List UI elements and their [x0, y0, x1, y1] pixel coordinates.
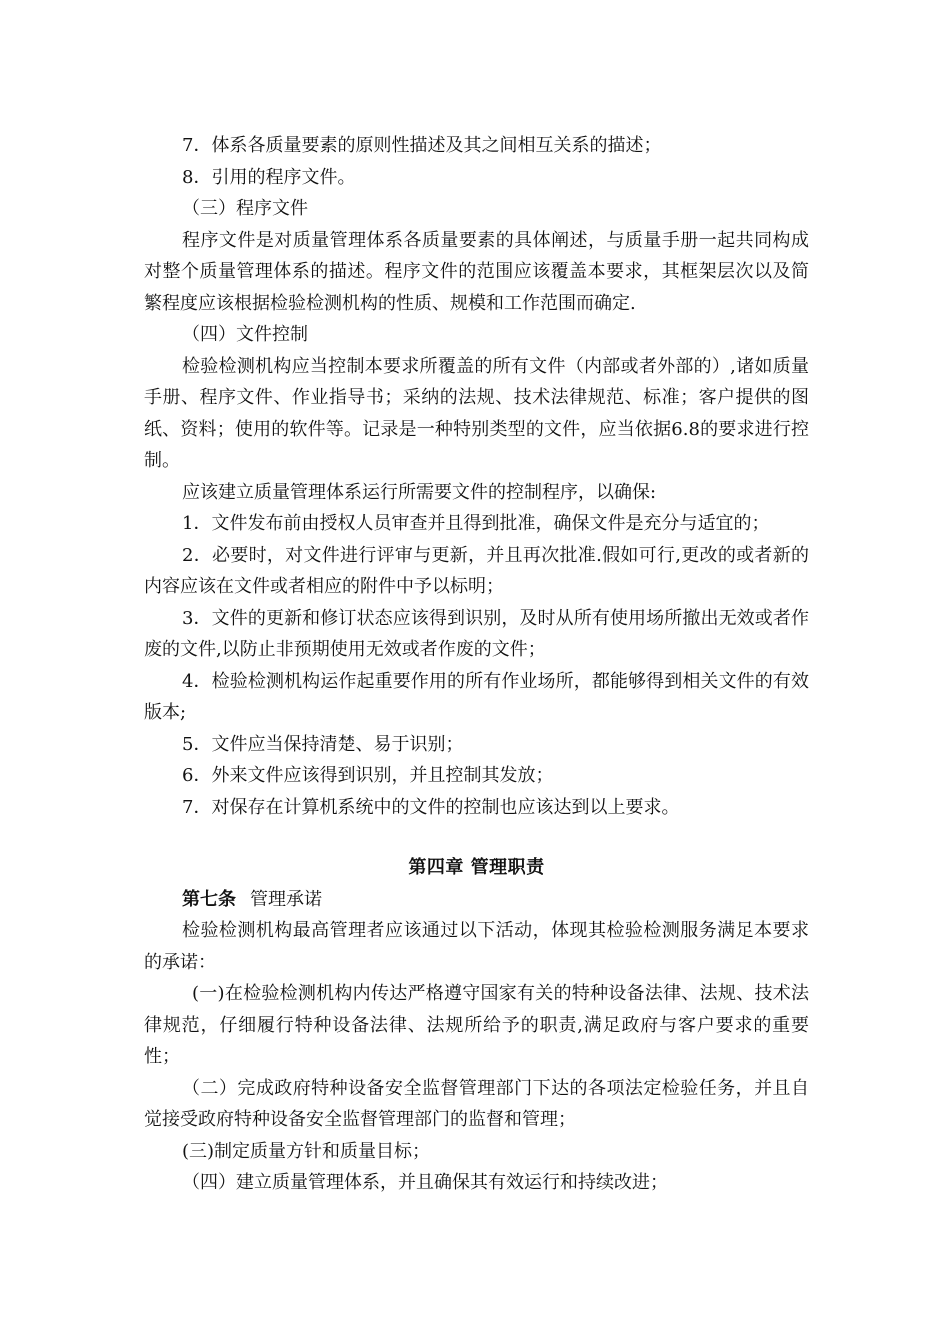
article-heading [144, 884, 809, 916]
section-heading: （四）文件控制 [182, 324, 308, 345]
list-item: 2．必要时，对文件进行评审与更新，并且再次批准.假如可行,更改的或者新的内容应该在文件或者相应的附件中予以标明； [144, 544, 809, 597]
chapter-title: 第四章 管理职责 [408, 857, 545, 878]
list-item: 7．对保存在计算机系统中的文件的控制也应该达到以上要求。 [182, 796, 680, 818]
list-item: （二）完成政府特种设备安全监督管理部门下达的各项法定检验任务，并且自觉接受政府特种设备安全监督管理部门的监督和管理； [144, 1077, 809, 1130]
section-heading: （三）程序文件 [182, 198, 308, 219]
list-item: 3．文件的更新和修订状态应该得到识别，及时从所有使用场所撤出无效或者作废的文件,以防止非预期使用无效或者作废的文件； [144, 607, 809, 660]
document-body [144, 130, 809, 1199]
list-item: 5．文件应当保持清楚、易于识别； [182, 733, 464, 755]
list-item: (一)在检验检测机构内传达严格遵守国家有关的特种设备法律、法规、技术法律规范，仔细履行特种设备法律、法规所给予的职责,满足政府与客户要求的重要性； [144, 983, 809, 1067]
body-paragraph: 应该建立质量管理体系运行所需要文件的控制程序，以确保: [182, 481, 657, 503]
list-item: 1．文件发布前由授权人员审查并且得到批准，确保文件是充分与适宜的； [182, 513, 770, 534]
list-item: 4．检验检测机构运作起重要作用的所有作业场所，都能够得到相关文件的有效版本; [144, 670, 809, 723]
article-number: 第七条 [182, 888, 236, 910]
list-item: 8．引用的程序文件。 [182, 166, 356, 188]
article-title: 管理承诺 [250, 888, 322, 910]
body-paragraph: 检验检测机构最高管理者应该通过以下活动，体现其检验检测服务满足本要求的承诺： [144, 920, 809, 973]
body-paragraph: 检验检测机构应当控制本要求所覆盖的所有文件（内部或者外部的）,诸如质量手册、程序文件、作业指导书；采纳的法规、技术法律规范、标准；客户提供的图纸、资料；使用的软件等。记录是一种特别类型的文件，应当依据6.8的要求进行控制。 [144, 355, 809, 471]
list-item: （四）建立质量管理体系，并且确保其有效运行和持续改进； [182, 1172, 668, 1193]
list-item: (三)制定质量方针和质量目标； [182, 1140, 431, 1162]
body-paragraph: 程序文件是对质量管理体系各质量要素的具体阐述，与质量手册一起共同构成对整个质量管理体系的描述。程序文件的范围应该覆盖本要求，其框架层次以及简繁程度应该根据检验检测机构的性质、规模和工作范围而确定. [144, 229, 809, 314]
list-item: 7．体系各质量要素的原则性描述及其之间相互关系的描述； [182, 135, 662, 156]
list-item: 6．外来文件应该得到识别，并且控制其发放； [182, 765, 554, 786]
